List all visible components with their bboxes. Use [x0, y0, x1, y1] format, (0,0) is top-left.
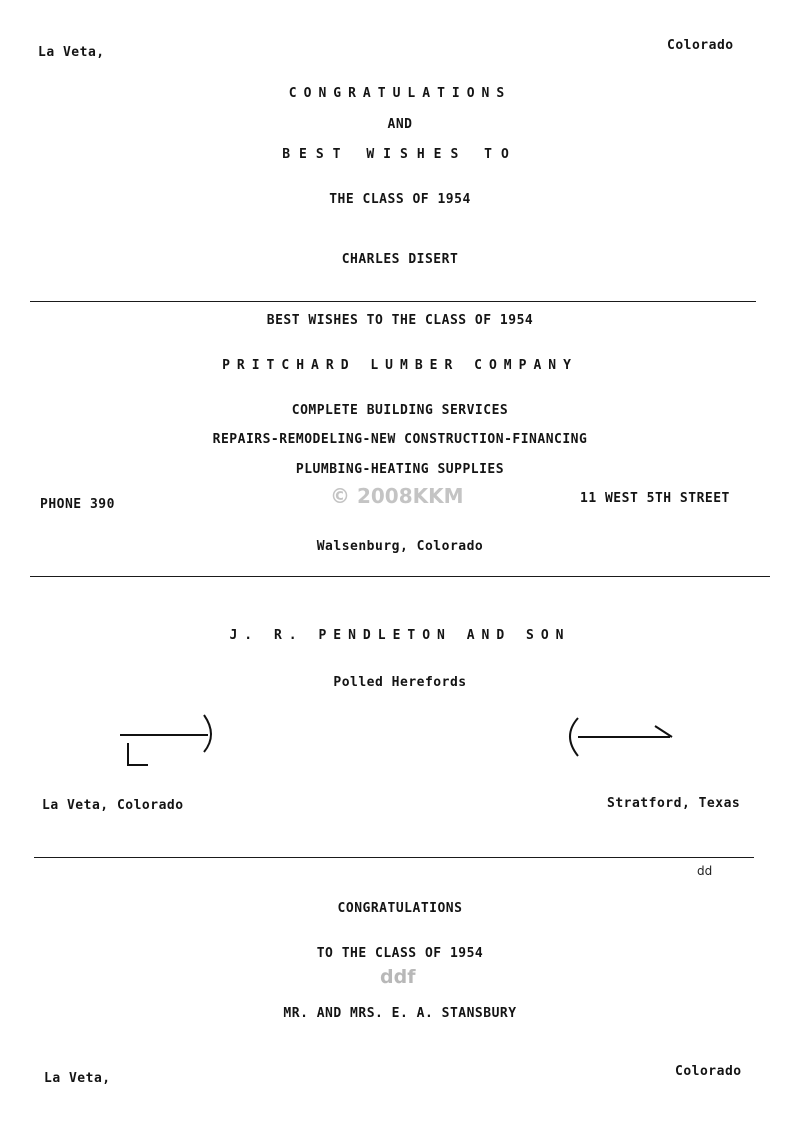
divider-1 — [30, 301, 756, 302]
ad1-and: AND — [387, 117, 413, 132]
ad2-service-2: REPAIRS-REMODELING-NEW CONSTRUCTION-FINANCING — [212, 432, 588, 447]
ad3-subtitle: Polled Herefords — [333, 675, 467, 690]
ad1-left-place: La Veta, — [38, 45, 105, 60]
ad3-mark: dd — [697, 864, 713, 878]
ad4-names: MR. AND MRS. E. A. STANSBURY — [283, 1006, 517, 1021]
ad2-watermark: © 2008KKM — [330, 484, 464, 508]
ad4-class-of: TO THE CLASS OF 1954 — [316, 946, 484, 961]
ad1-sponsor-name: CHARLES DISERT — [341, 252, 459, 267]
ad4-watermark: ddf — [380, 966, 416, 988]
divider-3 — [34, 857, 754, 858]
right-cattle-brand-icon — [560, 712, 685, 762]
left-cattle-brand-icon — [115, 710, 225, 775]
divider-2 — [30, 576, 770, 577]
ad2-service-1: COMPLETE BUILDING SERVICES — [291, 403, 509, 418]
ad1-best-wishes: BEST WISHES TO — [282, 147, 518, 162]
ad2-company-name: PRITCHARD LUMBER COMPANY — [222, 358, 578, 373]
ad2-phone: PHONE 390 — [40, 497, 115, 512]
ad2-city: Walsenburg, Colorado — [316, 539, 484, 554]
ad4-right-place: Colorado — [675, 1064, 742, 1079]
ad1-right-place: Colorado — [667, 38, 734, 53]
ad2-service-3: PLUMBING-HEATING SUPPLIES — [295, 462, 505, 477]
ad4-congratulations: CONGRATULATIONS — [337, 901, 463, 916]
ad3-right-place: Stratford, Texas — [607, 796, 741, 811]
ad4-left-place: La Veta, — [44, 1071, 111, 1086]
ad1-congratulations: CONGRATULATIONS — [288, 86, 512, 101]
ad3-company-name: J. R. PENDLETON AND SON — [229, 628, 571, 643]
ad2-headline: BEST WISHES TO THE CLASS OF 1954 — [266, 313, 534, 328]
ad1-class-of: THE CLASS OF 1954 — [329, 192, 471, 207]
ad3-left-place: La Veta, Colorado — [42, 798, 184, 813]
ad2-address: 11 WEST 5TH STREET — [580, 491, 730, 506]
